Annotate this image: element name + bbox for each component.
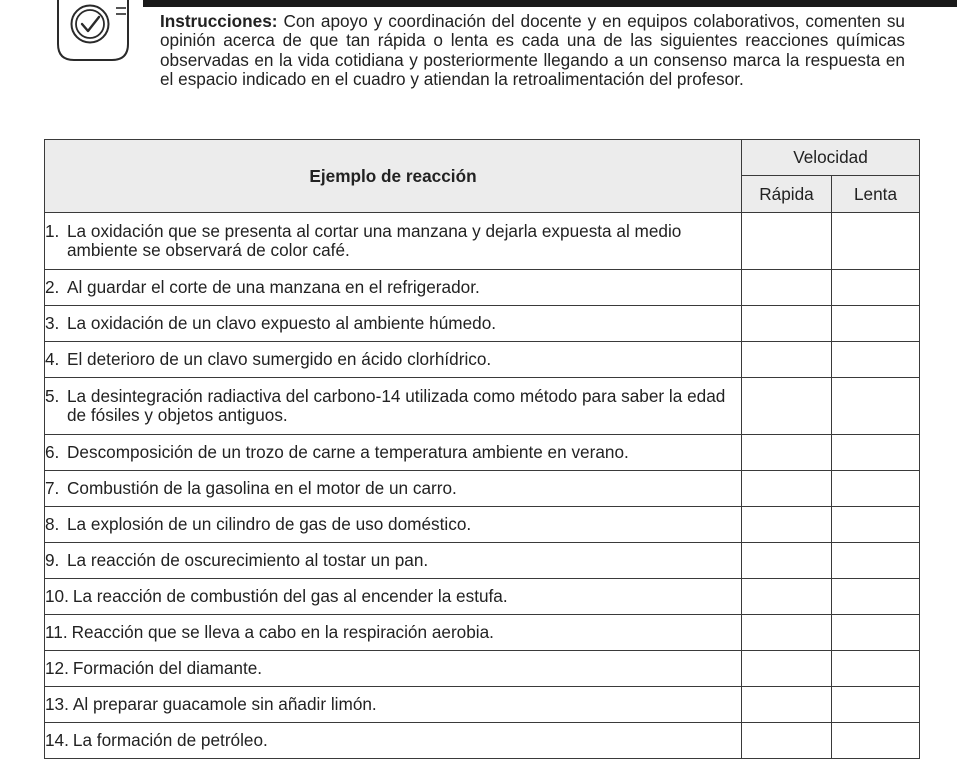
row-text: La desintegración radiactiva del carbono-14 utilizada como método para saber la edad de fósiles y objetos antiguos. xyxy=(67,386,726,425)
row-text: Al preparar guacamole sin añadir limón. xyxy=(72,694,377,714)
fast-answer-cell[interactable] xyxy=(742,723,832,759)
slow-answer-cell[interactable] xyxy=(832,723,920,759)
row-text: La reacción de oscurecimiento al tostar un pan. xyxy=(67,550,429,570)
slow-answer-cell[interactable] xyxy=(832,306,920,342)
table-row xyxy=(45,507,920,543)
fast-answer-cell[interactable] xyxy=(742,342,832,378)
slow-answer-cell[interactable] xyxy=(832,270,920,306)
header-slow: Lenta xyxy=(832,176,920,213)
row-number: 8. xyxy=(45,514,60,534)
fast-answer-cell[interactable] xyxy=(742,435,832,471)
row-text: Formación del diamante. xyxy=(72,658,263,678)
row-number: 13. xyxy=(45,694,69,714)
fast-answer-cell[interactable] xyxy=(742,378,832,435)
table-row xyxy=(45,435,920,471)
row-number: 10. xyxy=(45,586,69,606)
table-row xyxy=(45,213,920,270)
row-number: 14. xyxy=(45,730,69,750)
reactions-table xyxy=(44,139,920,759)
slow-answer-cell[interactable] xyxy=(832,543,920,579)
slow-answer-cell[interactable] xyxy=(832,342,920,378)
row-number: 7. xyxy=(45,478,60,498)
table-row xyxy=(45,471,920,507)
row-text: La explosión de un cilindro de gas de uso doméstico. xyxy=(67,514,472,534)
table-row xyxy=(45,543,920,579)
row-text: Reacción que se lleva a cabo en la respiración aerobia. xyxy=(71,622,494,642)
slow-answer-cell[interactable] xyxy=(832,378,920,435)
header-example: Ejemplo de reacción xyxy=(45,140,742,213)
fast-answer-cell[interactable] xyxy=(742,471,832,507)
slow-answer-cell[interactable] xyxy=(832,213,920,270)
row-number: 9. xyxy=(45,550,60,570)
table-row xyxy=(45,378,920,435)
table-row xyxy=(45,723,920,759)
fast-answer-cell[interactable] xyxy=(742,270,832,306)
fast-answer-cell[interactable] xyxy=(742,615,832,651)
instructions-paragraph xyxy=(160,12,905,89)
row-text: Combustión de la gasolina en el motor de un carro. xyxy=(67,478,457,498)
top-rule xyxy=(143,0,957,7)
slow-answer-cell[interactable] xyxy=(832,435,920,471)
table-row xyxy=(45,306,920,342)
instructions-text: Con apoyo y coordinación del docente y en equipos colaborativos, comenten su opinión acerca de que tan rápida o lenta es cada una de las siguientes reacciones químicas observadas en la vida cotidiana y posteriormente llegando a un consenso marca la respuesta en el espacio indicado en el cuadro y atiendan la retroalimentación del profesor. xyxy=(160,11,905,89)
fast-answer-cell[interactable] xyxy=(742,213,832,270)
row-text: Descomposición de un trozo de carne a temperatura ambiente en verano. xyxy=(67,442,629,462)
row-number: 12. xyxy=(45,658,69,678)
table-row xyxy=(45,615,920,651)
slow-answer-cell[interactable] xyxy=(832,651,920,687)
instructions-label: Instrucciones: xyxy=(160,11,278,31)
fast-answer-cell[interactable] xyxy=(742,507,832,543)
row-text: El deterioro de un clavo sumergido en ácido clorhídrico. xyxy=(67,349,492,369)
row-text: La reacción de combustión del gas al encender la estufa. xyxy=(72,586,508,606)
checklist-icon xyxy=(50,0,136,64)
slow-answer-cell[interactable] xyxy=(832,507,920,543)
row-number: 5. xyxy=(45,386,60,406)
slow-answer-cell[interactable] xyxy=(832,615,920,651)
row-number: 1. xyxy=(45,221,60,241)
row-text: Al guardar el corte de una manzana en el refrigerador. xyxy=(67,277,480,297)
fast-answer-cell[interactable] xyxy=(742,579,832,615)
row-text: La oxidación que se presenta al cortar una manzana y dejarla expuesta al medio ambiente se observará de color café. xyxy=(67,221,682,260)
header-speed: Velocidad xyxy=(742,140,920,176)
header-fast: Rápida xyxy=(742,176,832,213)
slow-answer-cell[interactable] xyxy=(832,687,920,723)
row-number: 4. xyxy=(45,349,60,369)
table-row xyxy=(45,687,920,723)
row-text: La oxidación de un clavo expuesto al ambiente húmedo. xyxy=(67,313,497,333)
fast-answer-cell[interactable] xyxy=(742,687,832,723)
table-row xyxy=(45,579,920,615)
slow-answer-cell[interactable] xyxy=(832,579,920,615)
row-number: 2. xyxy=(45,277,60,297)
table-row xyxy=(45,342,920,378)
row-number: 11. xyxy=(45,622,68,642)
fast-answer-cell[interactable] xyxy=(742,543,832,579)
table-row xyxy=(45,651,920,687)
row-number: 3. xyxy=(45,313,60,333)
fast-answer-cell[interactable] xyxy=(742,306,832,342)
table-row xyxy=(45,270,920,306)
row-number: 6. xyxy=(45,442,60,462)
slow-answer-cell[interactable] xyxy=(832,471,920,507)
row-text: La formación de petróleo. xyxy=(72,730,268,750)
fast-answer-cell[interactable] xyxy=(742,651,832,687)
